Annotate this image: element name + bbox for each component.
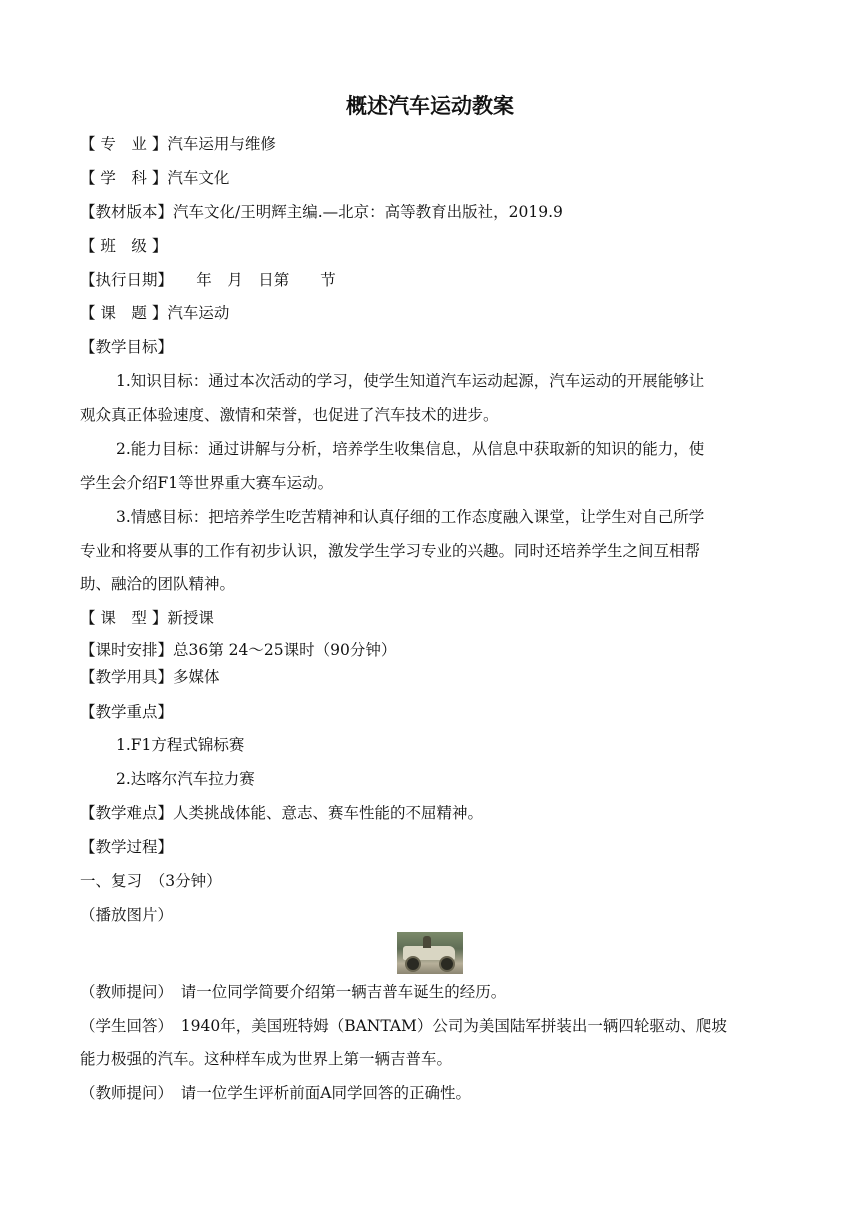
- heading-process: 【教学过程】: [80, 838, 174, 856]
- field-difficulties: 【教学难点】人类挑战体能、意志、赛车性能的不屈精神。: [80, 804, 484, 822]
- student-answer: （学生回答） 1940年，美国班特姆（BANTAM）公司为美国陆军拼装出一辆四轮驱动、爬坡: [80, 1017, 727, 1035]
- section-review: 一、复习 （3分钟）: [80, 872, 222, 890]
- field-topic: 【 课 题 】汽车运动: [80, 304, 230, 322]
- heading-key-points: 【教学重点】: [80, 703, 174, 721]
- field-textbook: 【教材版本】汽车文化/王明辉主编.—北京：高等教育出版社，2019.9: [80, 203, 563, 221]
- student-answer-cont: 能力极强的汽车。这种样车成为世界上第一辆吉普车。: [80, 1050, 453, 1068]
- objective-emotion-cont2: 助、融洽的团队精神。: [80, 575, 236, 593]
- objective-knowledge: 1.知识目标：通过本次活动的学习，使学生知道汽车运动起源，汽车运动的开展能够让: [116, 372, 705, 390]
- document-title: 概述汽车运动教案: [346, 94, 514, 118]
- field-subject: 【 学 科 】汽车文化: [80, 169, 230, 187]
- key-point-1: 1.F1方程式锦标赛: [116, 736, 245, 754]
- field-major: 【 专 业 】汽车运用与维修: [80, 135, 276, 153]
- field-lesson-type: 【 课 型 】新授课: [80, 609, 214, 627]
- objective-emotion-cont1: 专业和将要从事的工作有初步认识，激发学生学习专业的兴趣。同时还培养学生之间互相帮: [80, 542, 701, 560]
- field-date: 【执行日期】 年 月 日第 节: [80, 271, 336, 289]
- heading-objectives: 【教学目标】: [80, 338, 174, 356]
- key-point-2: 2.达喀尔汽车拉力赛: [116, 770, 255, 788]
- jeep-photo: [397, 932, 463, 974]
- teacher-question-2: （教师提问） 请一位学生评析前面A同学回答的正确性。: [80, 1084, 471, 1102]
- objective-emotion: 3.情感目标：把培养学生吃苦精神和认真仔细的工作态度融入课堂，让学生对自己所学: [116, 508, 705, 526]
- field-schedule: 【课时安排】总36第 24～25课时（90分钟）: [80, 641, 397, 659]
- note-show-picture: （播放图片）: [80, 906, 174, 924]
- field-class: 【 班 级 】: [80, 237, 168, 255]
- field-tools: 【教学用具】多媒体: [80, 668, 220, 686]
- objective-ability: 2.能力目标：通过讲解与分析，培养学生收集信息，从信息中获取新的知识的能力，使: [116, 440, 705, 458]
- objective-knowledge-cont: 观众真正体验速度、激情和荣誉，也促进了汽车技术的进步。: [80, 406, 499, 424]
- objective-ability-cont: 学生会介绍F1等世界重大赛车运动。: [80, 474, 334, 492]
- teacher-question-1: （教师提问） 请一位同学简要介绍第一辆吉普车诞生的经历。: [80, 983, 507, 1001]
